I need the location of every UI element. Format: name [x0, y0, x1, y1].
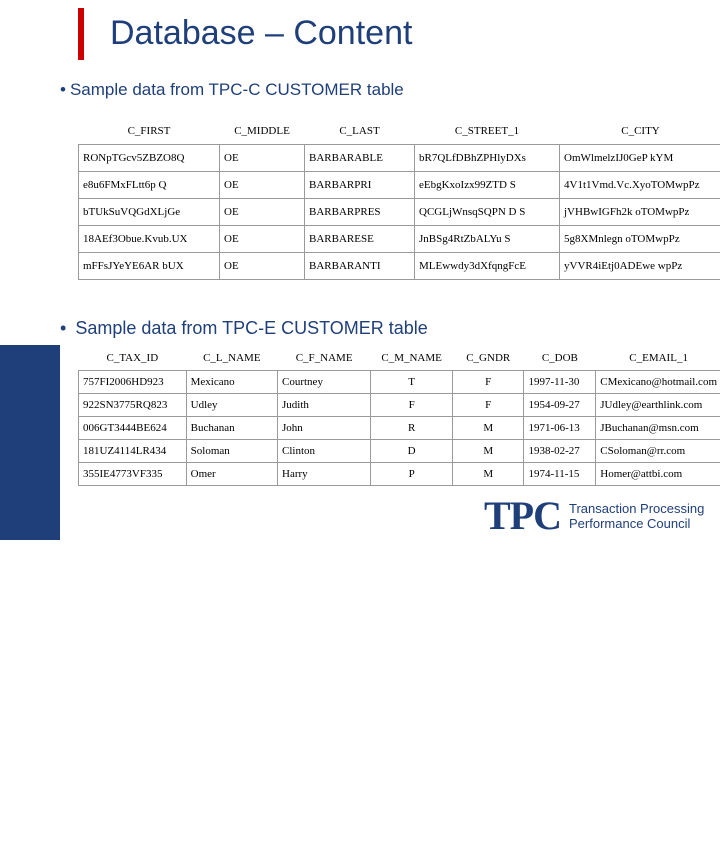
logo-mark: TPC: [484, 496, 561, 536]
column-header: C_FIRST: [79, 118, 220, 145]
table-row: [79, 253, 720, 280]
table-cell: 757FI2006HD923: [79, 371, 187, 394]
table-cell: Buchanan: [186, 417, 277, 440]
table-row: [79, 145, 720, 172]
table-cell: Omer: [186, 463, 277, 486]
title-accent-bar: [78, 8, 84, 60]
column-header: C_M_NAME: [371, 346, 453, 371]
table-cell: P: [371, 463, 453, 486]
logo-text: [569, 501, 704, 531]
table-cell: Udley: [186, 394, 277, 417]
table-row: [79, 371, 720, 394]
table-row: [79, 226, 720, 253]
table-row: [79, 463, 720, 486]
table-cell: 4V1t1Vmd.Vc.XyoTOMwpPz: [560, 172, 720, 199]
table-cell: jVHBwIGFh2k oTOMwpPz: [560, 199, 720, 226]
table-cell: F: [371, 394, 453, 417]
table-cell: BARBARANTI: [305, 253, 415, 280]
table-cell: 1974-11-15: [524, 463, 596, 486]
column-header: C_LAST: [305, 118, 415, 145]
table-cell: 922SN3775RQ823: [79, 394, 187, 417]
column-header: C_MIDDLE: [220, 118, 305, 145]
table-cell: 1938-02-27: [524, 440, 596, 463]
section-heading-text: Sample data from TPC-E CUSTOMER table: [75, 318, 427, 338]
logo-line-1: Transaction Processing: [569, 501, 704, 516]
table-cell: 1997-11-30: [524, 371, 596, 394]
table-cell: BARBARPRES: [305, 199, 415, 226]
table-cell: JBuchanan@msn.com: [596, 417, 720, 440]
table-row: [79, 417, 720, 440]
slide-title: Database – Content: [110, 14, 412, 53]
table-row: [79, 199, 720, 226]
column-header: C_TAX_ID: [79, 346, 187, 371]
tpce-customer-table: [78, 346, 720, 486]
column-header: C_EMAIL_1: [596, 346, 720, 371]
column-header: C_F_NAME: [278, 346, 371, 371]
table-cell: 1971-06-13: [524, 417, 596, 440]
table-cell: BARBARPRI: [305, 172, 415, 199]
column-header: C_GNDR: [452, 346, 524, 371]
bullet: •: [60, 80, 66, 99]
table-cell: yVVR4iEtj0ADEwe wpPz: [560, 253, 720, 280]
section-heading-tpce: [60, 318, 428, 339]
table-row: [79, 394, 720, 417]
table-cell: Clinton: [278, 440, 371, 463]
table-cell: R: [371, 417, 453, 440]
table-cell: John: [278, 417, 371, 440]
side-label-bar: [0, 345, 60, 540]
table-cell: BARBARESE: [305, 226, 415, 253]
table-row: [79, 440, 720, 463]
table-cell: M: [452, 417, 524, 440]
side-label: TPC - E: [4, 772, 30, 857]
table-cell: Judith: [278, 394, 371, 417]
table-cell: eEbgKxoIzx99ZTD S: [415, 172, 560, 199]
table-cell: OE: [220, 253, 305, 280]
table-cell: bR7QLfDBhZPHlyDXs: [415, 145, 560, 172]
column-header: C_L_NAME: [186, 346, 277, 371]
table-cell: QCGLjWnsqSQPN D S: [415, 199, 560, 226]
table-cell: Soloman: [186, 440, 277, 463]
table-cell: CSoloman@rr.com: [596, 440, 720, 463]
table-cell: e8u6FMxFLtt6p Q: [79, 172, 220, 199]
table-cell: CMexicano@hotmail.com: [596, 371, 720, 394]
table-cell: JUdley@earthlink.com: [596, 394, 720, 417]
column-header: C_DOB: [524, 346, 596, 371]
table-cell: bTUkSuVQGdXLjGe: [79, 199, 220, 226]
table-cell: mFFsJYeYE6AR bUX: [79, 253, 220, 280]
table-cell: Courtney: [278, 371, 371, 394]
table-cell: M: [452, 463, 524, 486]
table-cell: MLEwwdy3dXfqngFcE: [415, 253, 560, 280]
bullet: •: [60, 318, 66, 338]
table-cell: OmWlmelzIJ0GeP kYM: [560, 145, 720, 172]
table-row: [79, 172, 720, 199]
section-heading-tpcc: [60, 80, 404, 100]
table-cell: 355IE4773VF335: [79, 463, 187, 486]
table-cell: Mexicano: [186, 371, 277, 394]
table-cell: F: [452, 371, 524, 394]
table-cell: 18AEf3Obue.Kvub.UX: [79, 226, 220, 253]
section-heading-text: Sample data from TPC-C CUSTOMER table: [70, 80, 404, 99]
table-cell: 5g8XMnlegn oTOMwpPz: [560, 226, 720, 253]
column-header: C_STREET_1: [415, 118, 560, 145]
table-cell: Homer@attbi.com: [596, 463, 720, 486]
table-cell: 1954-09-27: [524, 394, 596, 417]
table-cell: RONpTGcv5ZBZO8Q: [79, 145, 220, 172]
tpc-logo: [484, 496, 704, 536]
table-cell: M: [452, 440, 524, 463]
tpcc-customer-table: [78, 118, 720, 280]
logo-line-2: Performance Council: [569, 516, 704, 531]
table-cell: 181UZ4114LR434: [79, 440, 187, 463]
table-cell: D: [371, 440, 453, 463]
table-cell: F: [452, 394, 524, 417]
table-cell: 006GT3444BE624: [79, 417, 187, 440]
column-header: C_CITY: [560, 118, 720, 145]
table-cell: Harry: [278, 463, 371, 486]
table-cell: OE: [220, 226, 305, 253]
table-cell: OE: [220, 199, 305, 226]
table-cell: T: [371, 371, 453, 394]
table-cell: JnBSg4RtZbALYu S: [415, 226, 560, 253]
table-cell: BARBARABLE: [305, 145, 415, 172]
table-cell: OE: [220, 172, 305, 199]
table-cell: OE: [220, 145, 305, 172]
